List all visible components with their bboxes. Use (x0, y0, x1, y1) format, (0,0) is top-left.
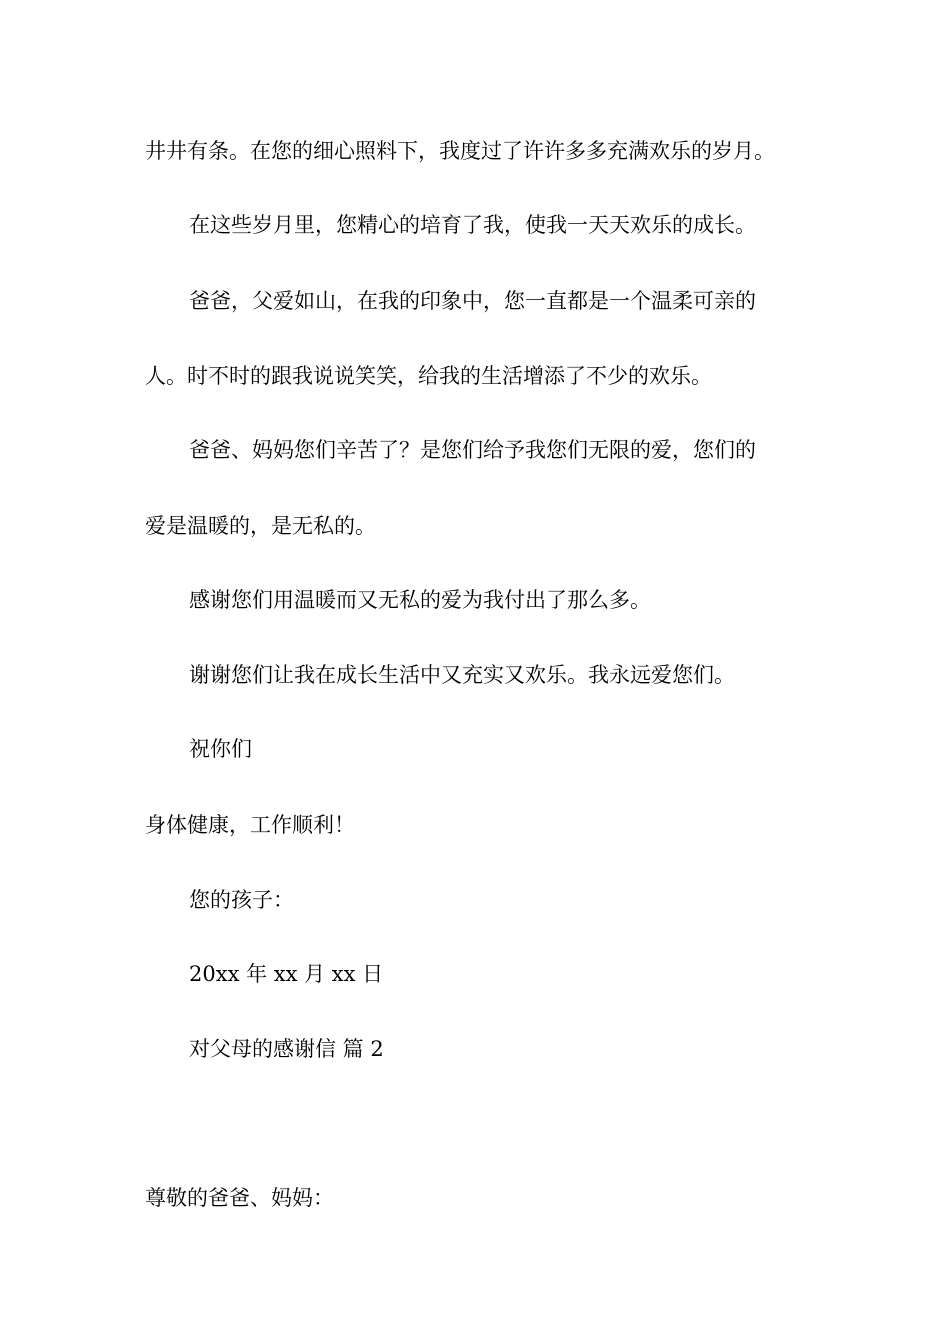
paragraph-line: 在这些岁月里，您精心的培育了我，使我一天天欢乐的成长。 (189, 213, 756, 237)
section-title: 对父母的感谢信 篇 2 (189, 1037, 384, 1061)
paragraph-line: 井井有条。在您的细心照料下，我度过了许许多多充满欢乐的岁月。 (145, 139, 775, 163)
closing-greeting: 祝你们 (189, 737, 252, 761)
paragraph-line: 爸爸，父爱如山，在我的印象中，您一直都是一个温柔可亲的 (189, 289, 756, 313)
salutation: 尊敬的爸爸、妈妈： (145, 1186, 334, 1210)
paragraph-line: 感谢您们用温暖而又无私的爱为我付出了那么多。 (189, 588, 651, 612)
signature-label: 您的孩子： (189, 888, 294, 912)
paragraph-line: 爸爸、妈妈您们辛苦了？是您们给予我您们无限的爱，您们的 (189, 438, 756, 462)
date-line: 20xx 年 xx 月 xx 日 (189, 962, 384, 986)
paragraph-line: 谢谢您们让我在成长生活中又充实又欢乐。我永远爱您们。 (189, 663, 735, 687)
closing-wish: 身体健康，工作顺利！ (145, 813, 355, 837)
paragraph-line: 爱是温暖的，是无私的。 (145, 514, 376, 538)
paragraph-line: 人。时不时的跟我说说笑笑，给我的生活增添了不少的欢乐。 (145, 364, 712, 388)
